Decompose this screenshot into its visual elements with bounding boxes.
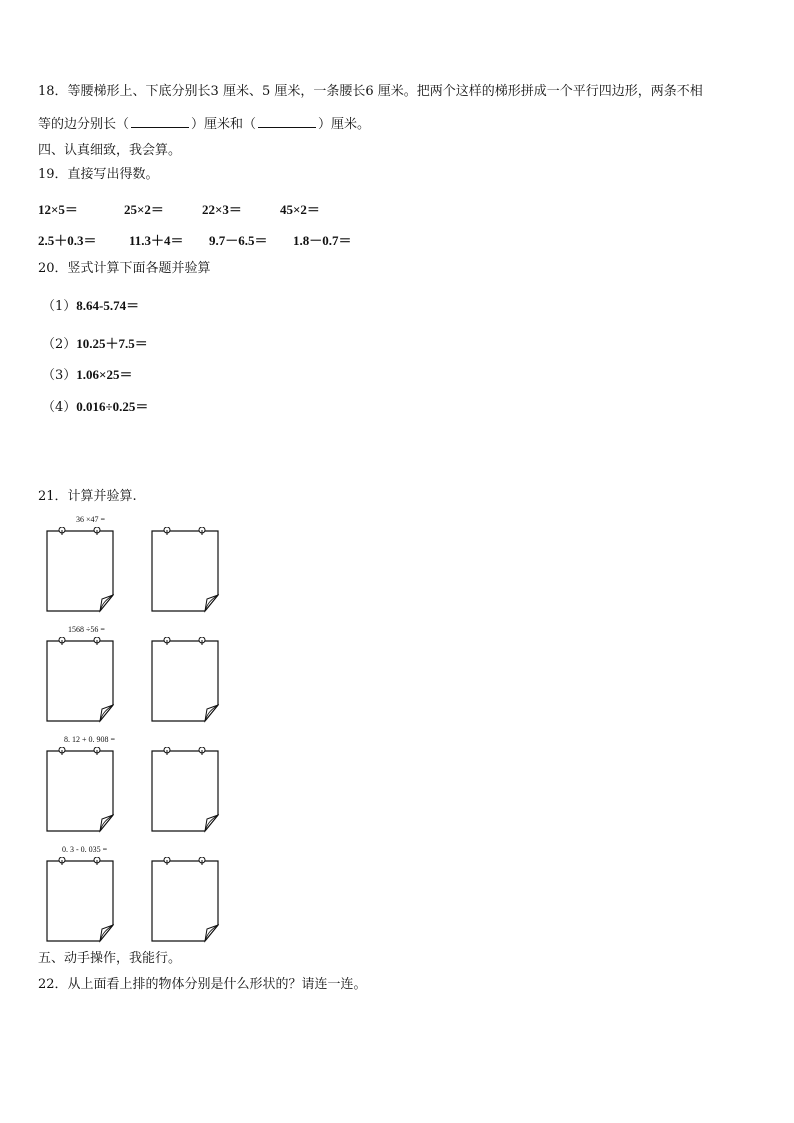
calculation-notepad[interactable] <box>46 747 114 827</box>
item-expression: 10.25＋7.5＝ <box>76 336 148 351</box>
q21-expression-1: 36 ×47 = <box>76 515 106 524</box>
check-notepad[interactable] <box>151 747 219 827</box>
q20-title: 20．竖式计算下面各题并验算 <box>38 261 211 276</box>
q20-item-2 <box>42 333 148 352</box>
q19-item: 1.8－0.7＝ <box>293 233 352 248</box>
q19-title: 19．直接写出得数。 <box>38 167 159 182</box>
q19-row-1 <box>38 199 320 218</box>
q19-item: 25×2＝ <box>124 202 164 217</box>
q20-item-4 <box>42 396 148 415</box>
item-expression: 8.64-5.74＝ <box>76 298 140 313</box>
q19-item: 9.7－6.5＝ <box>209 233 268 248</box>
q19-item: 45×2＝ <box>280 202 320 217</box>
q18-line1: 18．等腰梯形上、下底分别长3 厘米、5 厘米，一条腰长6 厘米。把两个这样的梯形拼成一个平行四边形，两条不相 <box>38 84 703 99</box>
item-expression: 0.016÷0.25＝ <box>76 399 149 414</box>
q21-title: 21．计算并验算. <box>38 489 137 504</box>
answer-blank-2[interactable] <box>258 116 316 128</box>
q19-item: 11.3＋4＝ <box>129 233 184 248</box>
calculation-notepad[interactable] <box>46 637 114 717</box>
q21-expression-2: 1568 ÷56 = <box>68 625 105 634</box>
check-notepad[interactable] <box>151 637 219 717</box>
q19-item: 12×5＝ <box>38 202 78 217</box>
item-expression: 1.06×25＝ <box>76 367 133 382</box>
check-notepad[interactable] <box>151 857 219 937</box>
q21-expression-3: 8. 12 + 0. 908 = <box>64 735 116 744</box>
q19-item: 2.5＋0.3＝ <box>38 233 97 248</box>
section-5-heading: 五、动手操作，我能行。 <box>38 951 182 966</box>
q21-expression-4: 0. 3 - 0. 035 = <box>62 845 108 854</box>
q22-title: 22．从上面看上排的物体分别是什么形状的？请连一连。 <box>38 977 367 992</box>
answer-blank-1[interactable] <box>131 116 189 128</box>
calculation-notepad[interactable] <box>46 527 114 607</box>
q18-line2-c: ）厘米。 <box>318 117 371 132</box>
q20-item-3 <box>42 364 132 383</box>
item-number: （1） <box>42 299 77 314</box>
item-number: （2） <box>42 337 77 352</box>
item-number: （4） <box>42 400 77 415</box>
q20-item-1 <box>42 295 139 314</box>
check-notepad[interactable] <box>151 527 219 607</box>
calculation-notepad[interactable] <box>46 857 114 937</box>
q18-line2 <box>38 116 370 133</box>
q19-row-2 <box>38 230 352 249</box>
section-4-heading: 四、认真细致，我会算。 <box>38 143 182 158</box>
q19-item: 22×3＝ <box>202 202 242 217</box>
q18-line2-a: 等的边分别长（ <box>38 117 130 132</box>
item-number: （3） <box>42 368 77 383</box>
q18-line2-b: ）厘米和（ <box>191 117 257 132</box>
